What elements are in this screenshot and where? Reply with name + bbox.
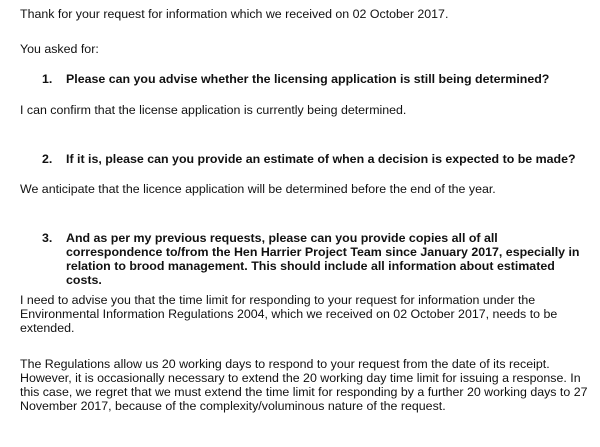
asked-for-label: You asked for: (20, 42, 99, 56)
question-1-text: Please can you advise whether the licensing application is still being determined? (66, 72, 550, 86)
question-2 (20, 152, 590, 166)
answer-3: I need to advise you that the time limit for responding to your request for information under the Environmental Information Regulations 2004, which we received on 02 October 2017, needs to be extended. (20, 293, 558, 335)
intro-paragraph: Thank for your request for information which we received on 02 October 2017. (20, 7, 449, 21)
question-1-number: 1. (42, 72, 53, 86)
question-1 (20, 72, 590, 86)
answer-2: We anticipate that the licence application will be determined before the end of the year. (20, 182, 496, 196)
question-3 (20, 231, 590, 287)
question-3-number: 3. (42, 231, 53, 245)
closing-paragraph: The Regulations allow us 20 working days to respond to your request from the date of its receipt. However, it is occasionally necessary to extend the 20 working day time limit for issuing a response. In this case, we regret that we must extend the time limit for responding by a further 20 working days to 27 November 2017, because of the complexity/voluminous nature of the request. (20, 357, 588, 413)
question-2-number: 2. (42, 152, 53, 166)
answer-1: I can confirm that the license application is currently being determined. (20, 103, 407, 117)
question-2-text: If it is, please can you provide an estimate of when a decision is expected to be made? (66, 152, 576, 166)
question-3-text: And as per my previous requests, please can you provide copies all of all correspondence to/from the Hen Harrier Project Team since January 2017, especially in relation to brood management. This should include all information about estimated costs. (66, 231, 580, 287)
